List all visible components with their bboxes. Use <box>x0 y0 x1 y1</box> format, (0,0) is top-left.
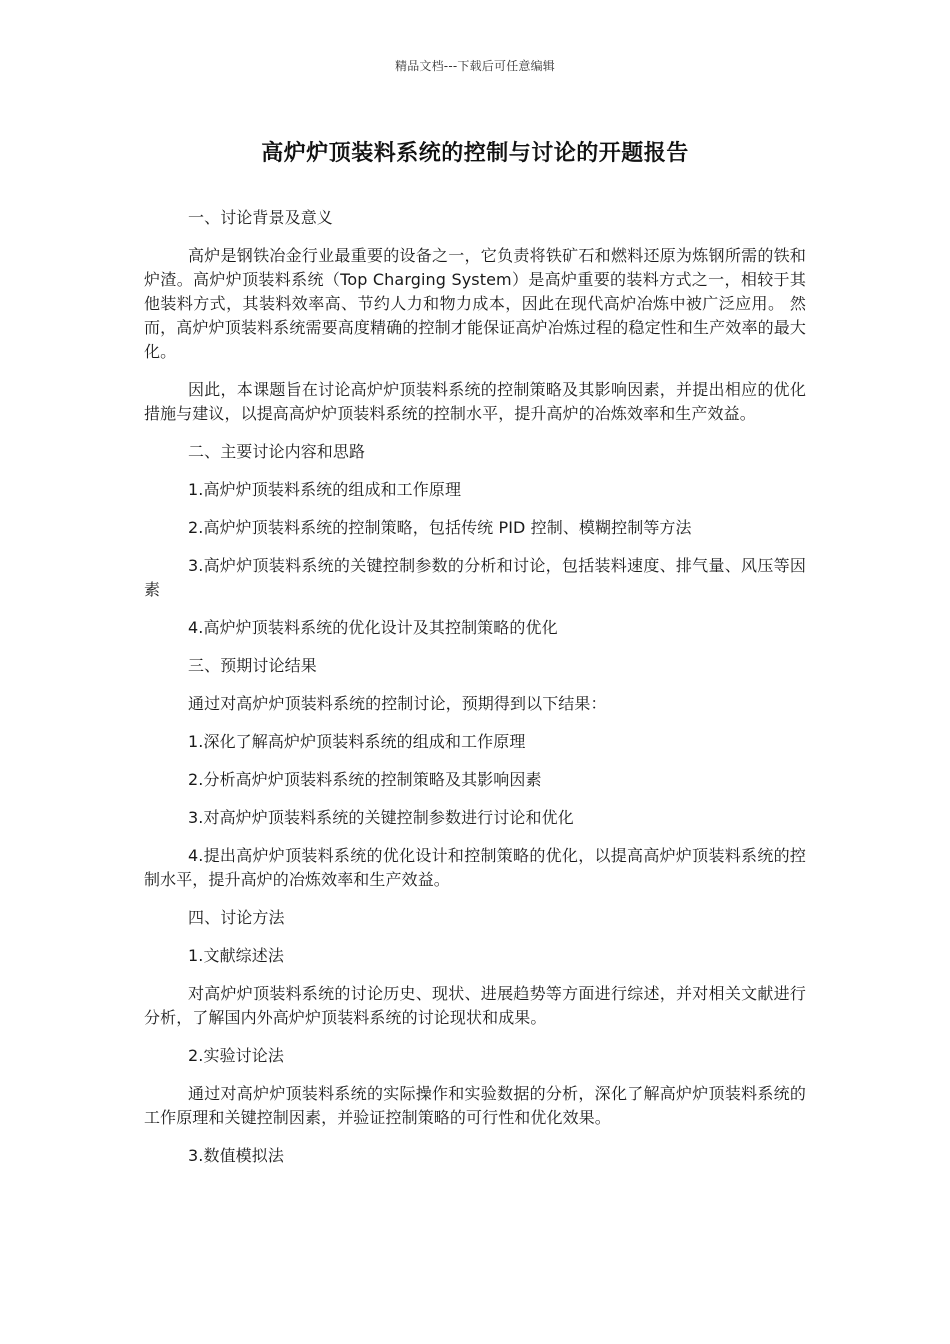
list-item-result-4: 4.提出高炉炉顶装料系统的优化设计和控制策略的优化，以提高高炉炉顶装料系统的控制水平，提升高炉的冶炼效率和生产效益。 <box>144 846 806 889</box>
method-heading-experiment: 2.实验讨论法 <box>188 1046 284 1065</box>
paragraph-method-literature: 对高炉炉顶装料系统的讨论历史、现状、进展趋势等方面进行综述，并对相关文献进行分析，了解国内外高炉炉顶装料系统的讨论现状和成果。 <box>144 984 806 1027</box>
list-item-content-2: 2.高炉炉顶装料系统的控制策略，包括传统 PID 控制、模糊控制等方法 <box>188 518 692 537</box>
list-item-result-1: 1.深化了解高炉炉顶装料系统的组成和工作原理 <box>188 732 526 751</box>
list-item-result-2: 2.分析高炉炉顶装料系统的控制策略及其影响因素 <box>188 770 542 789</box>
section-heading-main-content: 二、主要讨论内容和思路 <box>188 442 366 461</box>
list-item-content-4: 4.高炉炉顶装料系统的优化设计及其控制策略的优化 <box>188 618 558 637</box>
section-heading-methods: 四、讨论方法 <box>188 908 285 927</box>
method-heading-literature: 1.文献综述法 <box>188 946 284 965</box>
method-heading-simulation: 3.数值模拟法 <box>188 1146 284 1165</box>
paragraph-research-purpose: 因此，本课题旨在讨论高炉炉顶装料系统的控制策略及其影响因素，并提出相应的优化措施与建议，以提高高炉炉顶装料系统的控制水平，提升高炉的冶炼效率和生产效益。 <box>144 380 806 423</box>
paragraph-background-intro: 高炉是钢铁冶金行业最重要的设备之一，它负责将铁矿石和燃料还原为炼钢所需的铁和炉渣。高炉炉顶装料系统（Top Charging System）是高炉重要的装料方式之一，相较于其他装料方式，其装料效率高、节约人力和物力成本，因此在现代高炉冶炼中被广泛应用。 然而，高炉炉顶装料系统需要高度精确的控制才能保证高炉冶炼过程的稳定性和生产效率的最大化。 <box>144 246 806 361</box>
section-heading-background: 一、讨论背景及意义 <box>188 208 333 227</box>
document-title: 高炉炉顶装料系统的控制与讨论的开题报告 <box>261 141 689 166</box>
list-item-content-1: 1.高炉炉顶装料系统的组成和工作原理 <box>188 480 462 499</box>
paragraph-method-experiment: 通过对高炉炉顶装料系统的实际操作和实验数据的分析，深化了解高炉炉顶装料系统的工作原理和关键控制因素，并验证控制策略的可行性和优化效果。 <box>144 1084 806 1127</box>
list-item-result-3: 3.对高炉炉顶装料系统的关键控制参数进行讨论和优化 <box>188 808 574 827</box>
header-note: 精品文档---下载后可任意编辑 <box>395 59 555 73</box>
section-heading-expected-results: 三、预期讨论结果 <box>188 656 317 675</box>
document-body <box>144 206 806 1182</box>
list-item-content-3: 3.高炉炉顶装料系统的关键控制参数的分析和讨论，包括装料速度、排气量、风压等因素 <box>144 556 806 599</box>
paragraph-expected-intro: 通过对高炉炉顶装料系统的控制讨论，预期得到以下结果： <box>188 694 607 713</box>
